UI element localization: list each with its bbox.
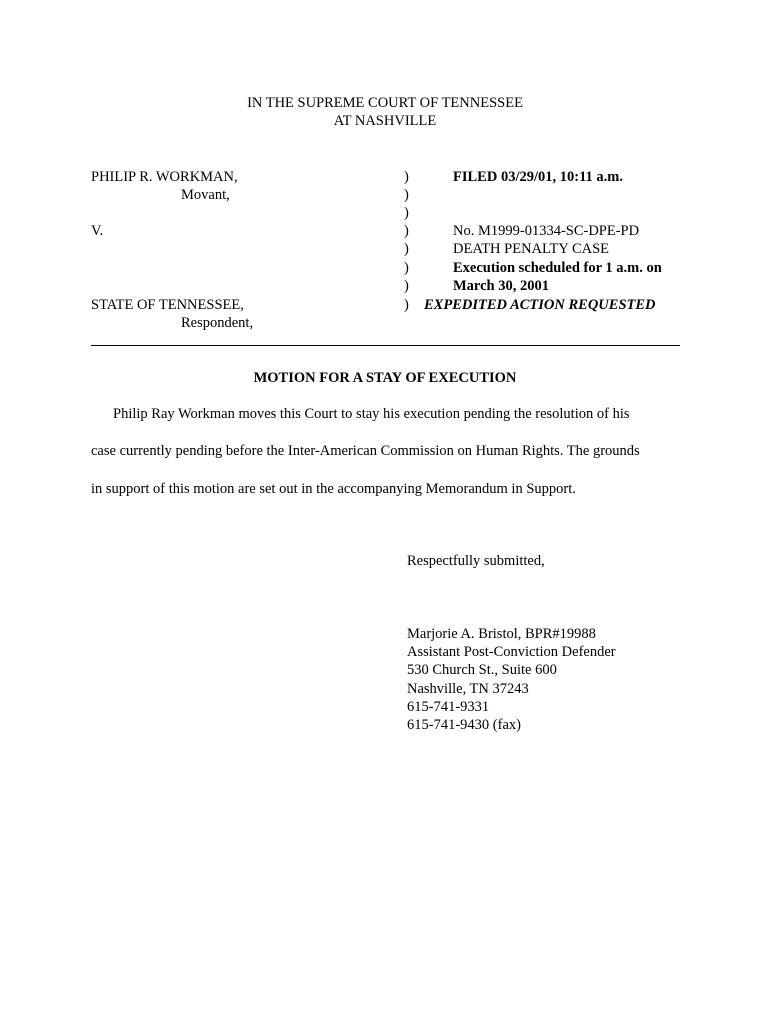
case-type: DEATH PENALTY CASE [453, 241, 610, 257]
motion-body-line: Philip Ray Workman moves this Court to stay his execution pending the resolution of his [113, 406, 630, 422]
phone-number: 615-741-9331 [407, 699, 490, 715]
caption-divider [91, 345, 680, 346]
caption-paren: ) [404, 169, 409, 185]
court-location: AT NASHVILLE [333, 113, 437, 129]
motion-title: MOTION FOR A STAY OF EXECUTION [253, 370, 517, 386]
filed-stamp: FILED 03/29/01, 10:11 a.m. [453, 169, 623, 185]
caption-paren: ) [404, 223, 409, 239]
expedited-notice: EXPEDITED ACTION REQUESTED [424, 297, 656, 313]
execution-notice-line2: March 30, 2001 [453, 278, 549, 294]
motion-body-line: in support of this motion are set out in the accompanying Memorandum in Support. [91, 481, 576, 497]
signer-name: Marjorie A. Bristol, BPR#19988 [407, 626, 596, 642]
case-number: No. M1999-01334-SC-DPE-PD [453, 223, 640, 239]
caption-paren: ) [404, 205, 409, 221]
motion-body-line: case currently pending before the Inter-American Commission on Human Rights. The grounds [91, 443, 640, 459]
movant-name: PHILIP R. WORKMAN, [91, 169, 238, 185]
caption-paren: ) [404, 278, 409, 294]
respondent-name: STATE OF TENNESSEE, [91, 297, 244, 313]
signer-title: Assistant Post-Conviction Defender [407, 644, 616, 660]
fax-number: 615-741-9430 (fax) [407, 717, 521, 733]
closing: Respectfully submitted, [407, 553, 545, 569]
versus-label: V. [91, 223, 104, 239]
court-name: IN THE SUPREME COURT OF TENNESSEE [247, 95, 523, 111]
movant-role: Movant, [181, 187, 230, 203]
caption-paren: ) [404, 260, 409, 276]
address-line2: Nashville, TN 37243 [407, 681, 529, 697]
caption-paren: ) [404, 297, 409, 313]
caption-paren: ) [404, 187, 409, 203]
caption-paren: ) [404, 241, 409, 257]
respondent-role: Respondent, [181, 315, 254, 331]
execution-notice-line1: Execution scheduled for 1 a.m. on [453, 260, 662, 276]
address-line1: 530 Church St., Suite 600 [407, 662, 557, 678]
